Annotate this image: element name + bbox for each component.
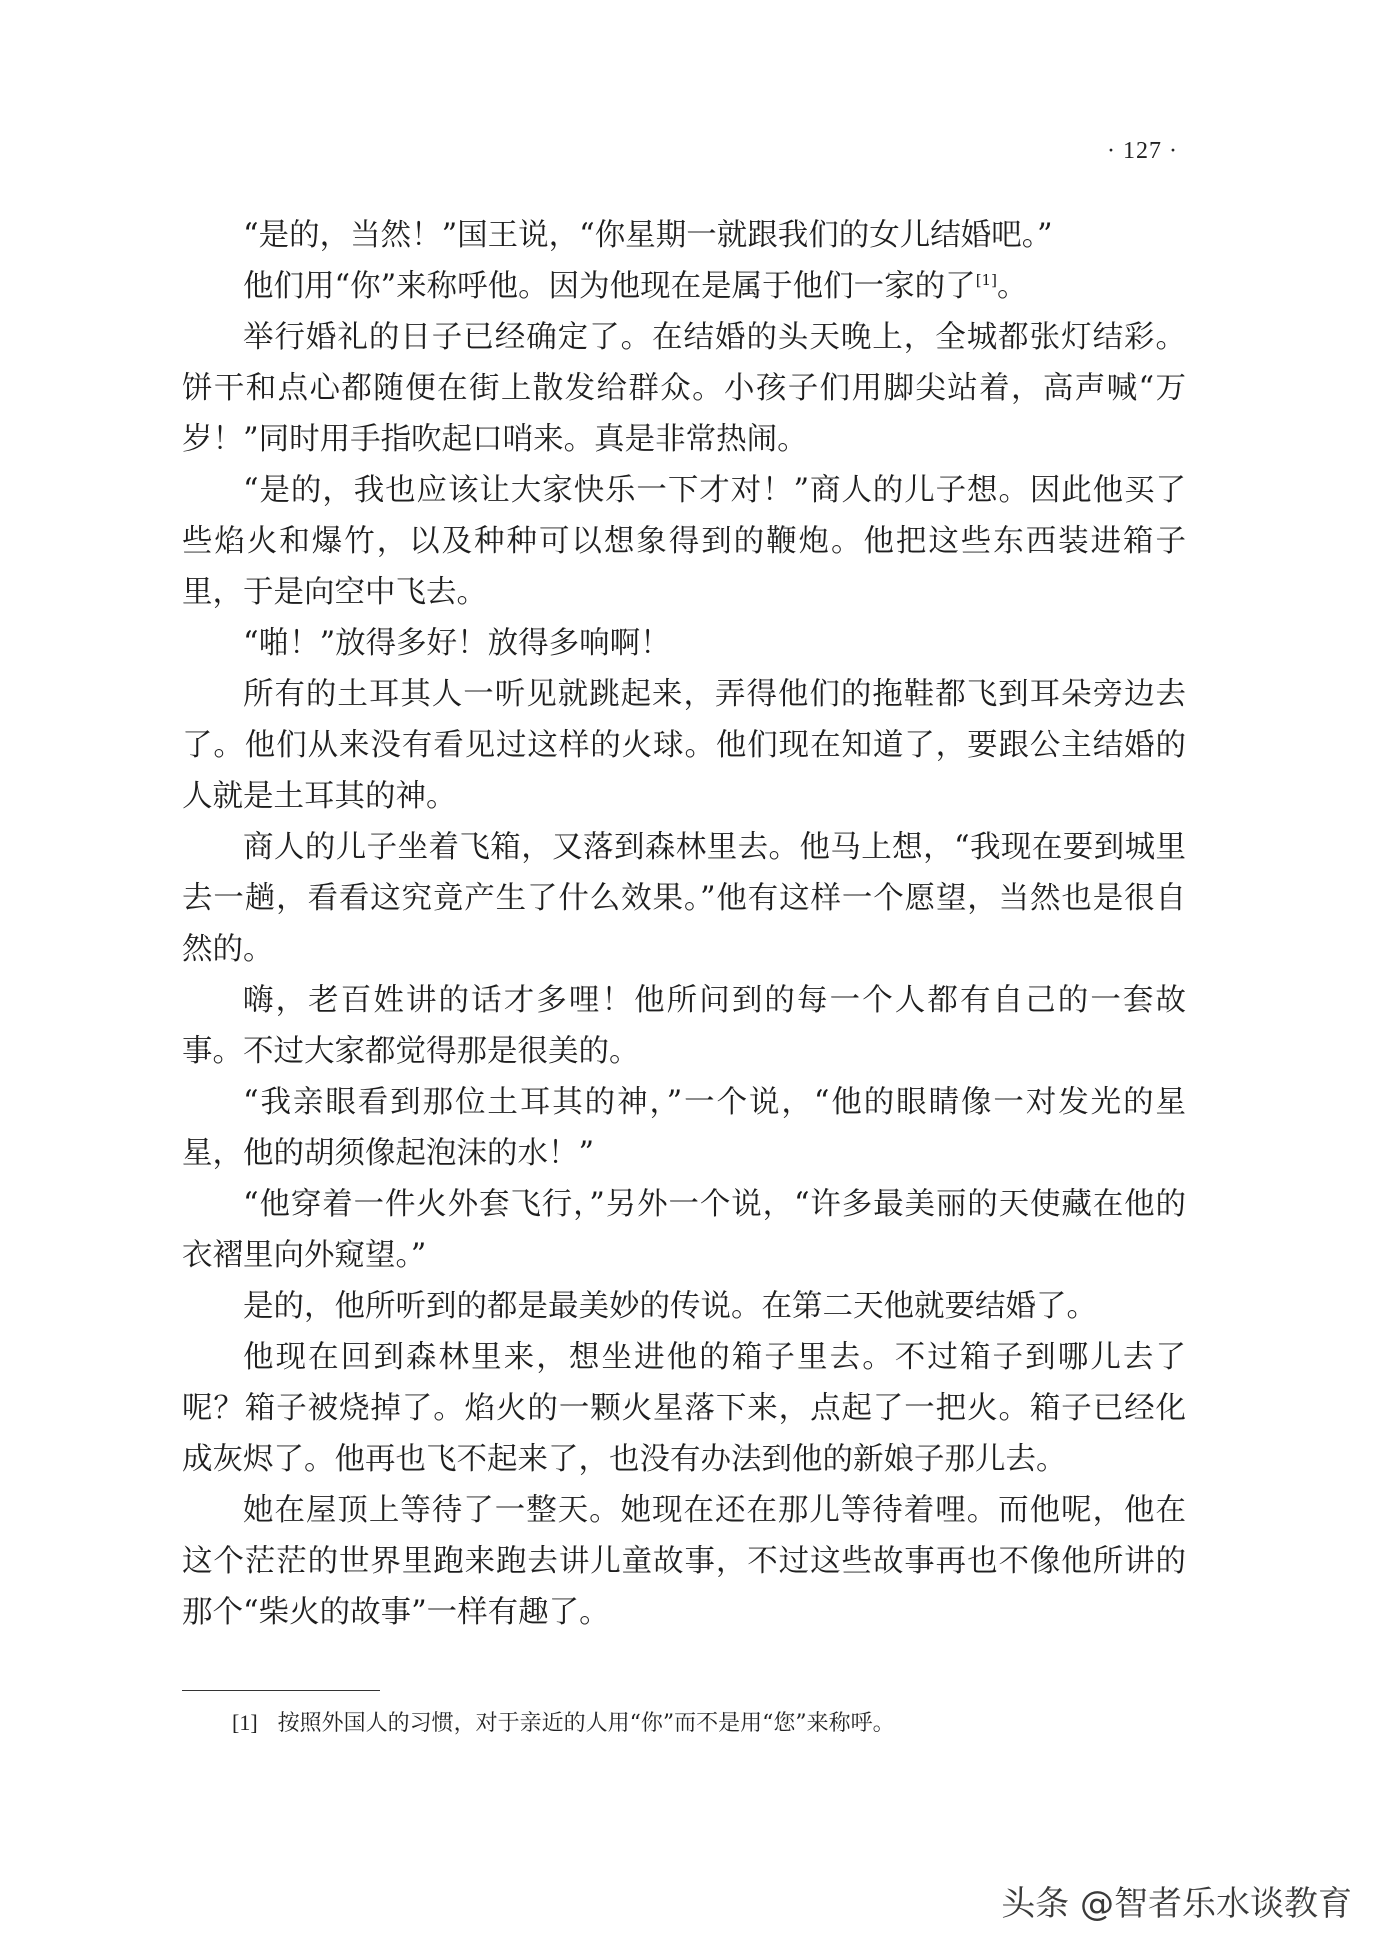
paragraph: 是的，他所听到的都是最美妙的传说。在第二天他就要结婚了。 [243,1289,1097,1324]
paragraph: 举行婚礼的日子已经确定了。在结婚的头天晚上，全城都张灯结彩。饼干和点心都随便在街上散发给群众。小孩子们用脚尖站着，高声喊“万岁！”同时用手指吹起口哨来。真是非常热闹。 [182,320,1186,457]
paragraph-with-footnote-ref [182,261,1186,312]
paragraph-text-end: 。 [996,269,1028,304]
footnote-divider [182,1690,380,1691]
paragraph: “是的，当然！”国王说，“你星期一就跟我们的女儿结婚吧。” [243,218,1053,253]
paragraph: “我亲眼看到那位土耳其的神，”一个说，“他的眼睛像一对发光的星星，他的胡须像起泡沫的水！” [182,1085,1186,1171]
paragraph: 她在屋顶上等待了一整天。她现在还在那儿等待着哩。而他呢，他在这个茫茫的世界里跑来跑去讲儿童故事，不过这些故事再也不像他所讲的那个“柴火的故事”一样有趣了。 [182,1493,1186,1630]
paragraph: “他穿着一件火外套飞行，”另外一个说，“许多最美丽的天使藏在他的衣褶里向外窥望。” [182,1187,1186,1273]
footnote-text: 按照外国人的习惯，对于亲近的人用“你”而不是用“您”来称呼。 [277,1711,895,1736]
footnote [232,1706,1132,1741]
paragraph: 嗨，老百姓讲的话才多哩！他所问到的每一个人都有自己的一套故事。不过大家都觉得那是很美的。 [182,983,1186,1069]
watermark: 头条 @智者乐水谈教育 [1001,1884,1352,1924]
paragraph-text: 他们用“你”来称呼他。因为他现在是属于他们一家的了 [243,269,976,304]
paragraph: “是的，我也应该让大家快乐一下才对！”商人的儿子想。因此他买了些焰火和爆竹，以及种种可以想象得到的鞭炮。他把这些东西装进箱子里，于是向空中飞去。 [182,473,1186,610]
paragraph: 商人的儿子坐着飞箱，又落到森林里去。他马上想，“我现在要到城里去一趟，看看这究竟产生了什么效果。”他有这样一个愿望，当然也是很自然的。 [182,830,1186,967]
body-text [182,210,1186,1638]
footnote-reference[interactable]: [1] [975,270,997,289]
paragraph: 所有的土耳其人一听见就跳起来，弄得他们的拖鞋都飞到耳朵旁边去了。他们从来没有看见过这样的火球。他们现在知道了，要跟公主结婚的人就是土耳其的神。 [182,677,1186,814]
paragraph: 他现在回到森林里来，想坐进他的箱子里去。不过箱子到哪儿去了呢？箱子被烧掉了。焰火的一颗火星落下来，点起了一把火。箱子已经化成灰烬了。他再也飞不起来了，也没有办法到他的新娘子那儿去。 [182,1340,1186,1477]
page-number: · 127 · [1107,138,1178,164]
footnote-number: [1] [232,1710,258,1735]
paragraph: “啪！”放得多好！放得多响啊！ [243,626,671,661]
